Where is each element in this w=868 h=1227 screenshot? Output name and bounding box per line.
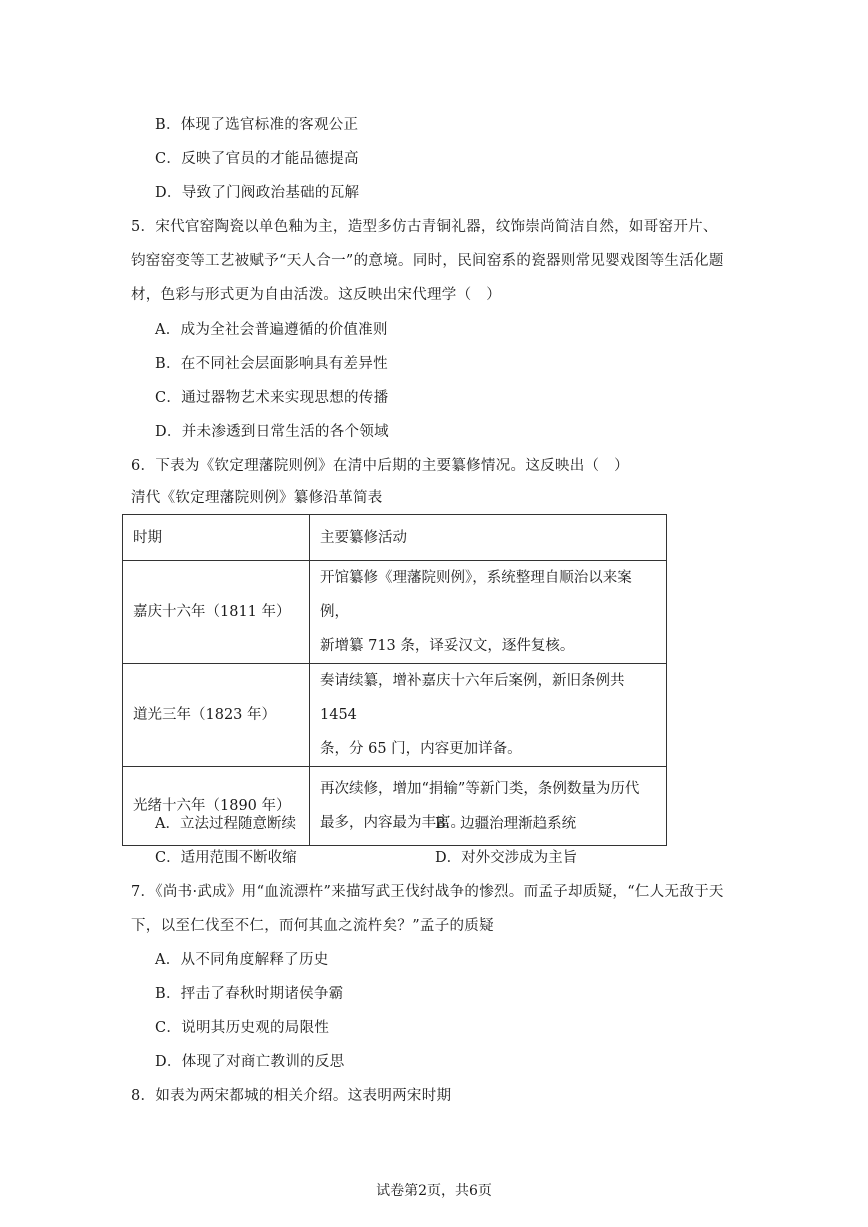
activity-line: 条，分 65 门，内容更加详备。 (320, 741, 522, 757)
table-cell-period: 光绪十六年（1890 年） (123, 767, 310, 846)
table-cell-period: 道光三年（1823 年） (123, 664, 310, 767)
q4-option-d: D．导致了门阀政治基础的瓦解 (155, 185, 360, 201)
table-row (123, 767, 667, 846)
activity-line: 新增纂 713 条，译妥汉文，逐件复核。 (320, 638, 575, 654)
q5-stem-line-1: 5．宋代官窑陶瓷以单色釉为主，造型多仿古青铜礼器，纹饰崇尚简洁自然，如哥窑开片、 (131, 219, 718, 235)
q6-table (122, 514, 667, 846)
q5-stem-line-3: 材，色彩与形式更为自由活泼。这反映出宋代理学（ ） (131, 287, 501, 303)
q6-option-a: A．立法过程随意断续 (155, 816, 296, 832)
table-header-period: 时期 (123, 515, 310, 561)
table-row (123, 561, 667, 664)
table-row (123, 664, 667, 767)
q7-option-b: B．抨击了春秋时期诸侯争霸 (155, 986, 344, 1002)
q6-table-title: 清代《钦定理藩院则例》纂修沿革简表 (131, 490, 383, 506)
activity-line: 最多，内容最为丰富。 (320, 815, 465, 831)
q6-option-d: D．对外交涉成为主旨 (435, 850, 578, 866)
activity-line: 开馆纂修《理藩院则例》，系统整理自顺治以来案例， (320, 570, 632, 620)
table-header-activity: 主要纂修活动 (310, 515, 667, 561)
q7-option-d: D．体现了对商亡教训的反思 (155, 1054, 345, 1070)
q5-option-a: A．成为全社会普遍遵循的价值准则 (155, 322, 388, 338)
activity-line: 奏请续纂，增补嘉庆十六年后案例，新旧条例共 1454 (320, 673, 625, 723)
q7-option-c: C．说明其历史观的局限性 (155, 1020, 330, 1036)
q6-stem: 6．下表为《钦定理藩院则例》在清中后期的主要纂修情况。这反映出（ ） (131, 458, 629, 474)
q5-option-b: B．在不同社会层面影响具有差异性 (155, 356, 388, 372)
q4-option-b: B．体现了选官标准的客观公正 (155, 117, 359, 133)
q7-option-a: A．从不同角度解释了历史 (155, 952, 329, 968)
activity-line: 再次续修，增加“捐输”等新门类，条例数量为历代 (320, 781, 640, 797)
q4-option-c: C．反映了官员的才能品德提高 (155, 151, 359, 167)
q5-option-d: D．并未渗透到日常生活的各个领域 (155, 424, 389, 440)
table-cell-period: 嘉庆十六年（1811 年） (123, 561, 310, 664)
q6-option-c: C．适用范围不断收缩 (155, 850, 297, 866)
table-cell-activity (310, 561, 667, 664)
q7-stem-line-2: 下，以至仁伐至不仁，而何其血之流杵矣？”孟子的质疑 (131, 918, 494, 934)
q6-option-b: B．边疆治理渐趋系统 (435, 816, 577, 832)
table-cell-activity (310, 664, 667, 767)
q5-stem-line-2: 钧窑窑变等工艺被赋予“天人合一”的意境。同时，民间窑系的瓷器则常见婴戏图等生活化题 (131, 253, 724, 269)
table-header-row (123, 515, 667, 561)
page-footer: 试卷第2页，共6页 (376, 1183, 492, 1199)
q5-option-c: C．通过器物艺术来实现思想的传播 (155, 390, 389, 406)
table-cell-activity (310, 767, 667, 846)
q7-stem-line-1: 7．《尚书·武成》用“血流漂杵”来描写武王伐纣战争的惨烈。而孟子却质疑，“仁人无敌于天 (131, 884, 724, 900)
q8-stem: 8．如表为两宋都城的相关介绍。这表明两宋时期 (131, 1088, 452, 1104)
